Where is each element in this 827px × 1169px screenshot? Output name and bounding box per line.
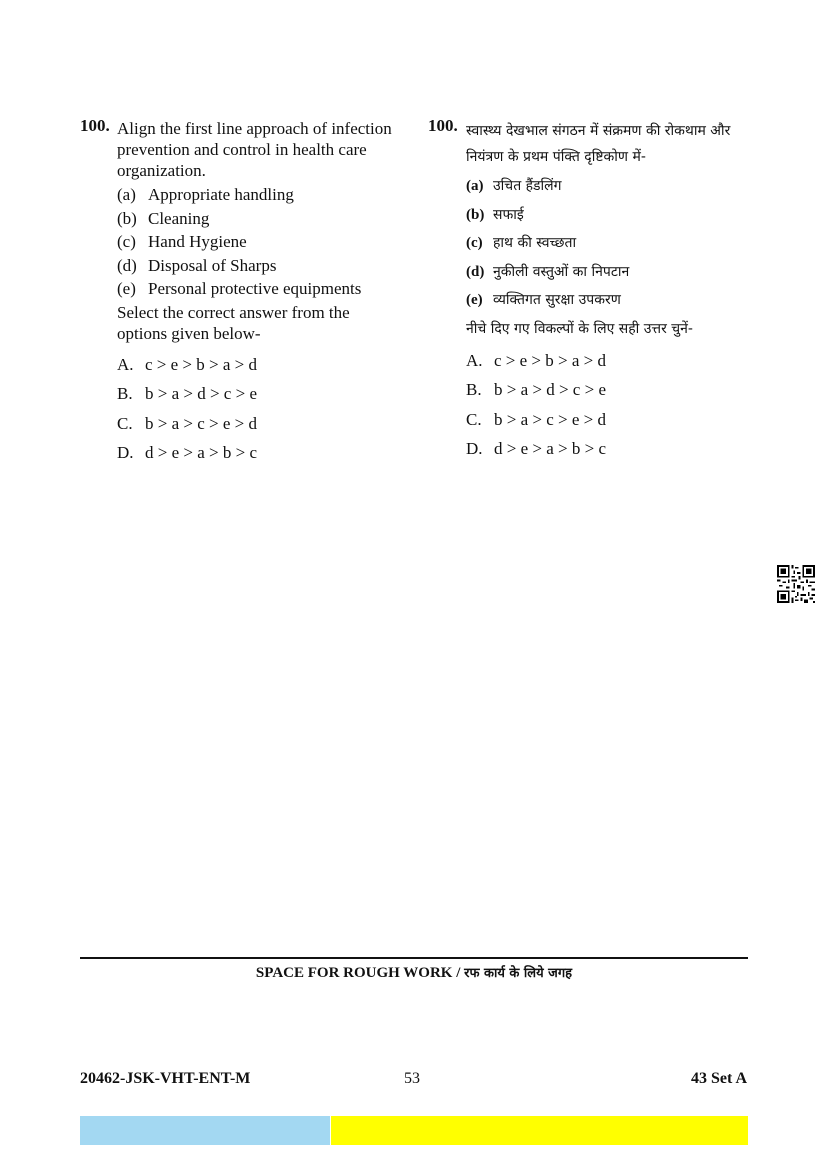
- instruction-text: Select the correct answer from the options given below-: [117, 302, 350, 343]
- item-list: [117, 183, 402, 301]
- question-number: 100.: [80, 116, 110, 135]
- qr-code-icon: [777, 565, 815, 603]
- question-body: [117, 118, 402, 468]
- answer-option-d: D. d > e > a > b > c: [117, 443, 257, 462]
- answer-option-a: A. c > e > b > a > d: [466, 350, 606, 370]
- answer-option-c: C. b > a > c > e > d: [117, 413, 257, 433]
- answer-options: [466, 346, 766, 464]
- answer-option-a: A. c > e > b > a > d: [117, 354, 257, 374]
- color-bar-yellow: [331, 1116, 748, 1145]
- item-list: [466, 172, 766, 315]
- set-label: 43 Set A: [691, 1070, 747, 1087]
- answer-option-d: D. d > e > a > b > c: [466, 439, 606, 458]
- instruction-text: नीचे दिए गए विकल्पों के लिए सही उत्तर चुनें-: [466, 320, 693, 337]
- list-item: (e) Personal protective equipments: [117, 279, 362, 298]
- answer-options: [117, 350, 402, 468]
- answer-option-b: B. b > a > d > c > e: [466, 380, 606, 399]
- booklet-code: 20462-JSK-VHT-ENT-M: [80, 1070, 251, 1087]
- list-item: (d) नुकीली वस्तुओं का निपटान: [466, 263, 630, 280]
- list-item: (e) व्यक्तिगत सुरक्षा उपकरण: [466, 292, 621, 308]
- page-number: 53: [404, 1070, 420, 1087]
- list-item: (d) Disposal of Sharps: [117, 255, 277, 275]
- rough-work-divider: [80, 957, 748, 959]
- list-item: (b) सफाई: [466, 206, 524, 223]
- rough-work-label: SPACE FOR ROUGH WORK / रफ कार्य के लिये जगह: [255, 965, 573, 981]
- question-stem: Align the first line approach of infection prevention and control in health care organization.: [117, 119, 392, 180]
- question-body: [466, 118, 766, 464]
- list-item: (a) उचित हैंडलिंग: [466, 178, 562, 194]
- answer-option-c: C. b > a > c > e > d: [466, 409, 606, 429]
- list-item: (a) Appropriate handling: [117, 185, 294, 204]
- list-item: (c) हाथ की स्वच्छता: [466, 235, 577, 251]
- answer-option-b: B. b > a > d > c > e: [117, 384, 257, 403]
- question-stem: स्वास्थ्य देखभाल संगठन में संक्रमण की रोकथाम और नियंत्रण के प्रथम पंक्ति दृष्टिकोण में-: [466, 123, 731, 165]
- list-item: (c) Hand Hygiene: [117, 232, 247, 251]
- list-item: (b) Cleaning: [117, 208, 210, 228]
- question-number: 100.: [428, 116, 458, 135]
- color-bar-blue: [80, 1116, 330, 1145]
